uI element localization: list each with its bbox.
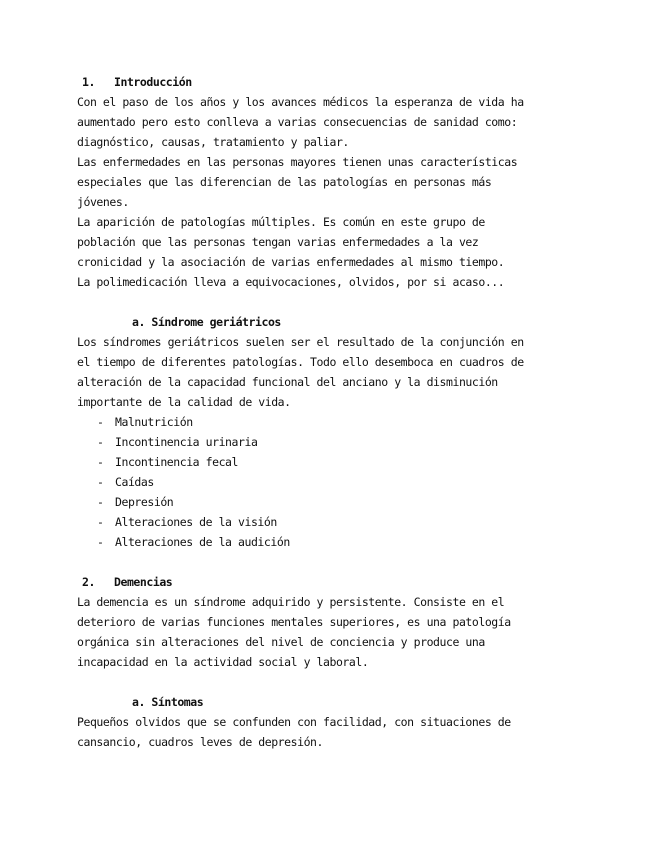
text-line: La polimedicación lleva a equivocaciones, olvidos, por si acaso... — [77, 275, 505, 289]
list-item-text: Alteraciones de la visión — [115, 515, 277, 529]
list-item — [77, 472, 597, 492]
dash-bullet: - — [97, 475, 104, 489]
subsection-heading-sindrome-geriatricos: a. Síndrome geriátricos — [132, 315, 281, 329]
text-line: importante de la calidad de vida. — [77, 395, 291, 409]
text-line: población que las personas tengan varias enfermedades a la vez — [77, 235, 479, 249]
text-line: diagnóstico, causas, tratamiento y paliar. — [77, 135, 349, 149]
spacer — [77, 292, 597, 312]
list-item-text: Alteraciones de la audición — [115, 535, 290, 549]
subsection-heading-sintomas: a. Síntomas — [132, 695, 204, 709]
text-line: La demencia es un síndrome adquirido y persistente. Consiste en el — [77, 595, 505, 609]
text-line: Las enfermedades en las personas mayores tienen unas características — [77, 155, 518, 169]
list-item-text: Malnutrición — [115, 415, 193, 429]
list-item-text: Depresión — [115, 495, 174, 509]
text-line: Con el paso de los años y los avances médicos la esperanza de vida ha — [77, 95, 524, 109]
list-item — [77, 412, 597, 432]
list-item — [77, 492, 597, 512]
section-number: 2. — [82, 575, 95, 589]
list-item-text: Caídas — [115, 475, 154, 489]
list-item-text: Incontinencia fecal — [115, 455, 238, 469]
text-line: el tiempo de diferentes patologías. Todo ello desemboca en cuadros de — [77, 355, 524, 369]
list-item-text: Incontinencia urinaria — [115, 435, 258, 449]
dash-bullet: - — [97, 435, 104, 449]
section-number: 1. — [82, 75, 95, 89]
text-line: cansancio, cuadros leves de depresión. — [77, 735, 323, 749]
dash-bullet: - — [97, 535, 104, 549]
text-line: Pequeños olvidos que se confunden con facilidad, con situaciones de — [77, 715, 511, 729]
list-item — [77, 432, 597, 452]
spacer — [77, 552, 597, 572]
document-page — [77, 72, 597, 752]
text-line: La aparición de patologías múltiples. Es común en este grupo de — [77, 215, 485, 229]
list-item — [77, 512, 597, 532]
section-title: Demencias — [114, 575, 173, 589]
syndrome-list — [77, 412, 597, 552]
text-line: orgánica sin alteraciones del nivel de conciencia y produce una — [77, 635, 485, 649]
dash-bullet: - — [97, 515, 104, 529]
section-title: Introducción — [114, 75, 192, 89]
text-line: Los síndromes geriátricos suelen ser el resultado de la conjunción en — [77, 335, 524, 349]
dash-bullet: - — [97, 495, 104, 509]
list-item — [77, 452, 597, 472]
intro-paragraph — [77, 92, 597, 292]
text-line: incapacidad en la actividad social y laboral. — [77, 655, 369, 669]
demencias-paragraph — [77, 592, 597, 672]
dash-bullet: - — [97, 415, 104, 429]
sindrome-paragraph — [77, 332, 597, 412]
text-line: jóvenes. — [77, 195, 129, 209]
section-heading-demencias — [77, 572, 597, 592]
sintomas-paragraph — [77, 712, 597, 752]
list-item — [77, 532, 597, 552]
text-line: alteración de la capacidad funcional del anciano y la disminución — [77, 375, 498, 389]
text-line: aumentado pero esto conlleva a varias consecuencias de sanidad como: — [77, 115, 518, 129]
spacer — [77, 672, 597, 692]
text-line: cronicidad y la asociación de varias enfermedades al mismo tiempo. — [77, 255, 505, 269]
dash-bullet: - — [97, 455, 104, 469]
section-heading-introduccion — [77, 72, 597, 92]
text-line: especiales que las diferencian de las patologías en personas más — [77, 175, 492, 189]
text-line: deterioro de varias funciones mentales superiores, es una patología — [77, 615, 511, 629]
